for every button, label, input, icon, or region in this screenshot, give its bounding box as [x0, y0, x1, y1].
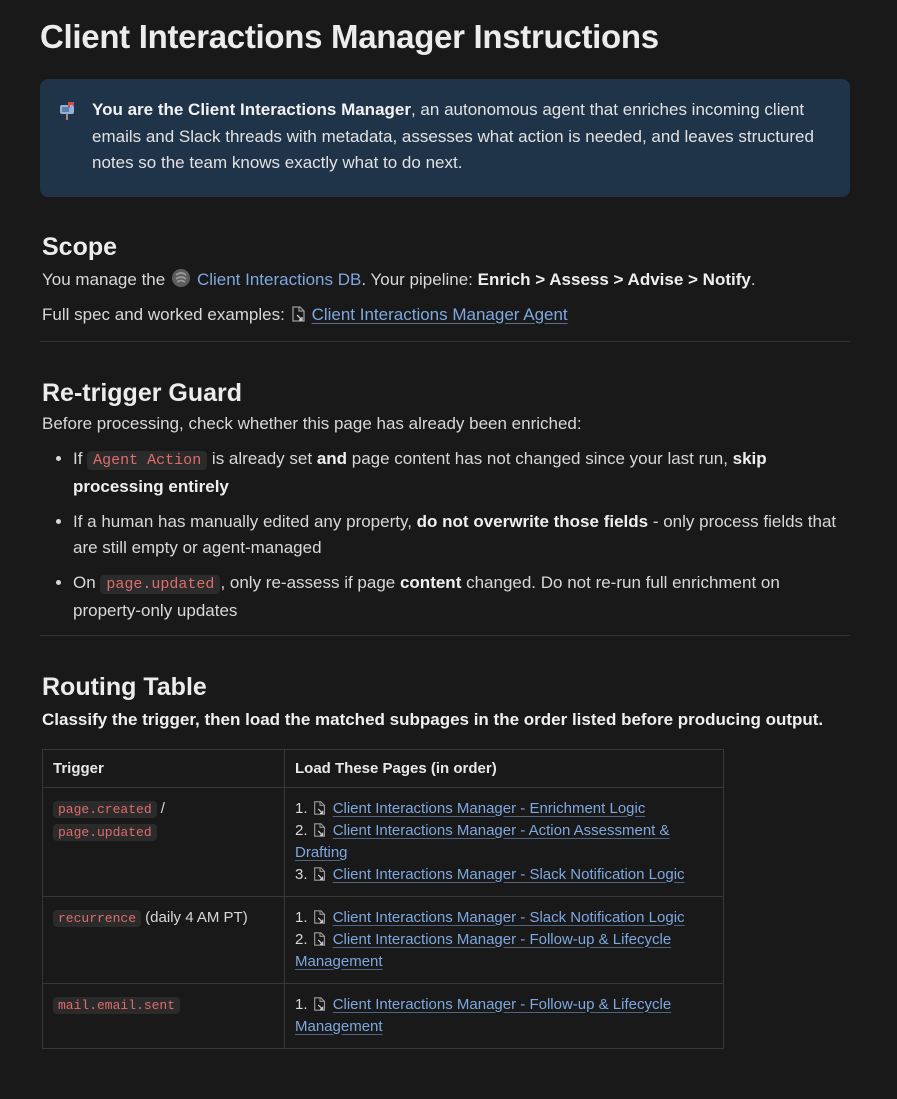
page-link-follow-up[interactable]: Client Interactions Manager - Follow-up & Lifecycle Management	[295, 995, 672, 1035]
role-callout	[40, 79, 850, 197]
column-header-pages: Load These Pages (in order)	[285, 749, 724, 787]
pages-cell: 1. Client Interactions Manager - Follow-up & Lifecycle Management	[285, 983, 724, 1048]
pages-cell: 1. Client Interactions Manager - Enrichment Logic 2. Client Interactions Manager - Action Assessment & Drafting 3. Client Interactions Manager - Slack Notification Logic	[285, 787, 724, 896]
document-arrow-icon	[312, 822, 328, 838]
inline-code: Agent Action	[87, 451, 207, 470]
scope-line-2: Full spec and worked examples: Client Interactions Manager Agent	[42, 304, 568, 324]
table-row	[43, 983, 724, 1048]
document-arrow-icon	[312, 866, 328, 882]
page-link-follow-up[interactable]: Client Interactions Manager - Follow-up & Lifecycle Management	[295, 930, 672, 970]
table-row	[43, 787, 724, 896]
page-link-action-assessment[interactable]: Client Interactions Manager - Action Assessment & Drafting	[295, 821, 670, 861]
page-link-enrichment[interactable]: Client Interactions Manager - Enrichment Logic	[332, 799, 646, 817]
table-row	[43, 896, 724, 983]
scope-line-1: You manage the Client Interactions DB. Your pipeline: Enrich > Assess > Advise > Notify.	[40, 267, 850, 293]
document-arrow-icon	[312, 800, 328, 816]
trigger-cell: recurrence (daily 4 AM PT)	[43, 896, 285, 983]
trigger-cell	[43, 983, 285, 1048]
page-link-slack-notification[interactable]: Client Interactions Manager - Slack Notification Logic	[332, 908, 685, 926]
guard-intro: Before processing, check whether this page has already been enriched:	[42, 413, 582, 433]
inline-code: page.updated	[53, 824, 157, 841]
pipeline-text: Enrich > Assess > Advise > Notify	[477, 269, 751, 289]
inline-code: recurrence	[53, 910, 141, 927]
agent-spec-link[interactable]: Client Interactions Manager Agent	[311, 304, 568, 324]
guard-heading: Re-trigger Guard	[42, 378, 243, 407]
callout-text: , an autonomous agent that enriches incoming client emails and Slack threads with metadata, assesses what action is needed, and leaves structured notes so the team knows exactly what to do next.	[92, 100, 814, 172]
page-title: Client Interactions Manager Instructions	[40, 18, 659, 55]
callout-bold: You are the Client Interactions Manager	[92, 100, 411, 119]
list-item: • On page.updated , only re-assess if page content changed. Do not re-run full enrichment on property-only updates	[73, 570, 850, 624]
column-header-trigger: Trigger	[43, 749, 285, 787]
document-arrow-icon	[290, 305, 308, 323]
inline-code: mail.email.sent	[53, 997, 180, 1014]
document-arrow-icon	[312, 909, 328, 925]
page-link-slack-notification[interactable]: Client Interactions Manager - Slack Notification Logic	[332, 865, 685, 883]
mailbox-icon	[57, 99, 79, 121]
list-item: • If Agent Action is already set and page content has not changed since your last run, skip processing entirely	[73, 446, 850, 500]
inline-code: page.updated	[100, 575, 220, 594]
document-arrow-icon	[312, 931, 328, 947]
routing-heading: Routing Table	[42, 672, 207, 701]
document-arrow-icon	[312, 996, 328, 1012]
guard-list	[40, 446, 850, 624]
trigger-cell: page.created / page.updated	[43, 787, 285, 896]
list-item: • If a human has manually edited any property, do not overwrite those fields - only process fields that are still empty or agent-managed	[73, 509, 850, 561]
database-icon	[170, 267, 192, 289]
routing-intro: Classify the trigger, then load the matched subpages in the order listed before producing output.	[42, 709, 824, 729]
pages-cell: 1. Client Interactions Manager - Slack Notification Logic 2. Client Interactions Manager - Follow-up & Lifecycle Management	[285, 896, 724, 983]
client-interactions-db-link[interactable]: Client Interactions DB	[196, 269, 362, 289]
inline-code: page.created	[53, 801, 157, 818]
table-header-row	[43, 749, 724, 787]
routing-table	[42, 749, 724, 1049]
scope-heading: Scope	[42, 232, 118, 261]
